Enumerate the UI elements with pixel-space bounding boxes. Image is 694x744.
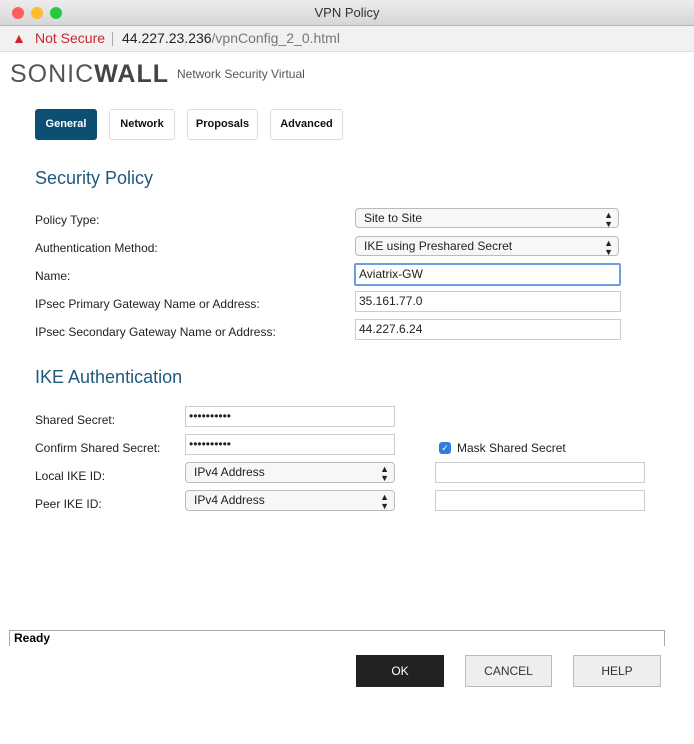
divider	[112, 32, 113, 46]
primary-gateway-label: IPsec Primary Gateway Name or Address:	[35, 297, 260, 311]
status-bar: Ready	[9, 630, 665, 646]
name-input[interactable]: Aviatrix-GW	[354, 263, 621, 286]
mask-secret-label: Mask Shared Secret	[457, 441, 566, 455]
tab-proposals[interactable]: Proposals	[187, 109, 258, 140]
primary-gateway-input[interactable]: 35.161.77.0	[355, 291, 621, 312]
window-title: VPN Policy	[314, 5, 380, 20]
cancel-button[interactable]: CANCEL	[465, 655, 552, 687]
chevron-updown-icon: ▲ ▼	[380, 464, 389, 483]
tab-network[interactable]: Network	[109, 109, 175, 140]
chevron-updown-icon: ▲ ▼	[380, 492, 389, 511]
close-button[interactable]	[12, 7, 24, 19]
zoom-button[interactable]	[50, 7, 62, 19]
shared-secret-label: Shared Secret:	[35, 413, 116, 427]
security-status: Not Secure	[35, 30, 106, 46]
sonicwall-logo: SONICWALL	[10, 60, 170, 88]
local-ike-id-label: Local IKE ID:	[35, 469, 106, 483]
title-bar	[0, 0, 694, 26]
confirm-secret-input[interactable]: ••••••••••	[185, 434, 395, 455]
local-ike-id-select[interactable]: IPv4 Address ▲ ▼	[185, 462, 395, 483]
chevron-updown-icon: ▲ ▼	[604, 238, 613, 257]
secondary-gateway-input[interactable]: 44.227.6.24	[355, 319, 621, 340]
minimize-button[interactable]	[31, 7, 43, 19]
auth-method-select[interactable]: IKE using Preshared Secret ▲ ▼	[355, 236, 619, 256]
name-label: Name:	[35, 269, 71, 283]
local-ike-id-input[interactable]	[435, 462, 645, 483]
security-policy-heading: Security Policy	[35, 168, 154, 188]
ok-button[interactable]: OK	[356, 655, 444, 687]
product-name: Network Security Virtual	[177, 67, 305, 81]
help-button[interactable]: HELP	[573, 655, 661, 687]
peer-ike-id-label: Peer IKE ID:	[35, 497, 102, 511]
warning-icon: ▲	[12, 30, 26, 46]
secondary-gateway-label: IPsec Secondary Gateway Name or Address:	[35, 325, 276, 339]
policy-type-select[interactable]: Site to Site ▲ ▼	[355, 208, 619, 228]
policy-type-label: Policy Type:	[35, 213, 100, 227]
tab-advanced[interactable]: Advanced	[270, 109, 343, 140]
shared-secret-input[interactable]: ••••••••••	[185, 406, 395, 427]
peer-ike-id-input[interactable]	[435, 490, 645, 511]
confirm-secret-label: Confirm Shared Secret:	[35, 441, 161, 455]
ike-authentication-heading: IKE Authentication	[35, 367, 183, 387]
mask-secret-checkbox[interactable]: ✓	[439, 442, 451, 454]
chevron-updown-icon: ▲ ▼	[604, 210, 613, 229]
url-text: 44.227.23.236/vpnConfig_2_0.html	[122, 30, 340, 46]
peer-ike-id-select[interactable]: IPv4 Address ▲ ▼	[185, 490, 395, 511]
tab-general[interactable]: General	[35, 109, 97, 140]
address-bar[interactable]	[0, 26, 694, 52]
auth-method-label: Authentication Method:	[35, 241, 158, 255]
